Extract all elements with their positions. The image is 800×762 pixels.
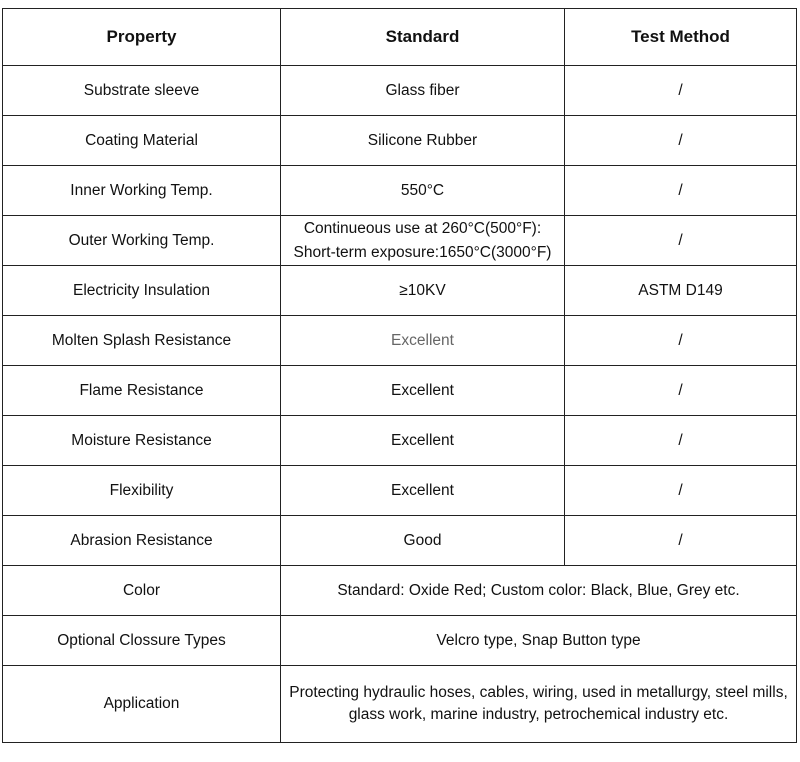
- standard-cell: Good: [281, 516, 565, 566]
- standard-cell: [281, 216, 565, 266]
- table-row: [3, 266, 797, 316]
- property-cell: Color: [3, 566, 281, 616]
- merged-value-cell: Standard: Oxide Red; Custom color: Black, Blue, Grey etc.: [281, 566, 797, 616]
- merged-value-cell: Protecting hydraulic hoses, cables, wiring, used in metallurgy, steel mills, glass work, marine industry, petrochemical industry etc.: [281, 666, 797, 743]
- table-row-merged: [3, 616, 797, 666]
- merged-value-cell: Velcro type, Snap Button type: [281, 616, 797, 666]
- standard-cell: Excellent: [281, 316, 565, 366]
- test-method-cell: /: [565, 366, 797, 416]
- property-cell: Substrate sleeve: [3, 66, 281, 116]
- property-cell: Moisture Resistance: [3, 416, 281, 466]
- property-cell: Inner Working Temp.: [3, 166, 281, 216]
- table-row-merged: [3, 666, 797, 743]
- header-standard: Standard: [281, 9, 565, 66]
- table-row: [3, 116, 797, 166]
- standard-cell: Excellent: [281, 366, 565, 416]
- test-method-cell: /: [565, 516, 797, 566]
- table-row: [3, 216, 797, 266]
- test-method-cell: /: [565, 316, 797, 366]
- property-cell: Application: [3, 666, 281, 743]
- standard-cell: Silicone Rubber: [281, 116, 565, 166]
- table-row: [3, 466, 797, 516]
- test-method-cell: ASTM D149: [565, 266, 797, 316]
- property-cell: Electricity Insulation: [3, 266, 281, 316]
- table-row: [3, 416, 797, 466]
- property-cell: Optional Clossure Types: [3, 616, 281, 666]
- property-cell: Outer Working Temp.: [3, 216, 281, 266]
- property-cell: Abrasion Resistance: [3, 516, 281, 566]
- standard-cell: Glass fiber: [281, 66, 565, 116]
- test-method-cell: /: [565, 116, 797, 166]
- header-property: Property: [3, 9, 281, 66]
- test-method-cell: /: [565, 166, 797, 216]
- standard-line: Short-term exposure:1650°C(3000°F): [293, 243, 552, 261]
- header-test-method: Test Method: [565, 9, 797, 66]
- property-cell: Flexibility: [3, 466, 281, 516]
- standard-line: Continueous use at 260°C(500°F):: [303, 219, 542, 237]
- standard-cell: 550°C: [281, 166, 565, 216]
- property-cell: Flame Resistance: [3, 366, 281, 416]
- standard-cell: Excellent: [281, 466, 565, 516]
- test-method-cell: /: [565, 466, 797, 516]
- test-method-cell: /: [565, 66, 797, 116]
- standard-cell: ≥10KV: [281, 266, 565, 316]
- table-row: [3, 66, 797, 116]
- standard-cell: Excellent: [281, 416, 565, 466]
- spec-table: [2, 8, 797, 743]
- table-row: [3, 516, 797, 566]
- table-row: [3, 366, 797, 416]
- test-method-cell: /: [565, 216, 797, 266]
- table-row: [3, 316, 797, 366]
- table-row: [3, 166, 797, 216]
- property-cell: Molten Splash Resistance: [3, 316, 281, 366]
- header-row: [3, 9, 797, 66]
- test-method-cell: /: [565, 416, 797, 466]
- property-cell: Coating Material: [3, 116, 281, 166]
- table-row-merged: [3, 566, 797, 616]
